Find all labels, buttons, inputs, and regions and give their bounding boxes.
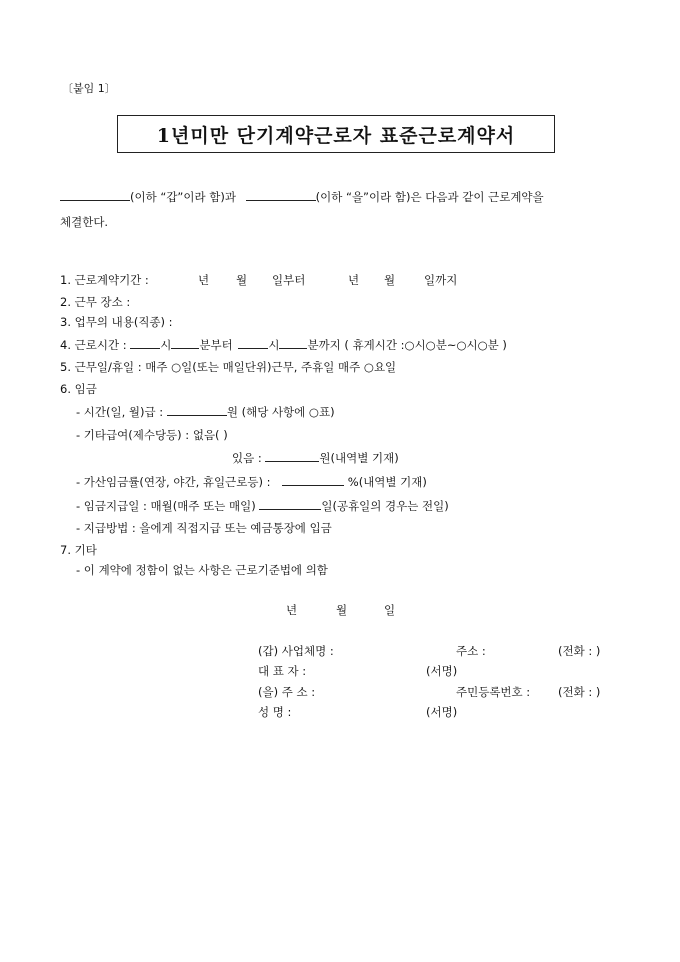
wage-other-none: - 기타급여(제수당등) : 없음( ) <box>76 428 228 442</box>
intro-part-a: (이하 “갑”이라 함)과 <box>130 190 236 204</box>
date-month: 월 <box>336 603 348 617</box>
start-hour-unit: 시 <box>160 338 172 352</box>
attachment-label: 〔붙임 1〕 <box>62 82 116 95</box>
intro-line-2: 체결한다. <box>60 215 109 229</box>
wage-other-note: 원(내역별 기재) <box>319 451 399 465</box>
start-minute-unit: 분부터 <box>199 338 233 352</box>
wage-pay-day-blank[interactable] <box>259 499 321 510</box>
wage-pay-day <box>76 498 449 514</box>
party-a-blank[interactable] <box>60 190 130 201</box>
document-title-box <box>117 115 555 153</box>
date-year: 년 <box>286 603 298 617</box>
wage-other-exists-label: 있음 : <box>232 451 262 465</box>
item-wages: 6. 임금 <box>60 382 97 396</box>
intro-part-b: (이하 “을”이라 함)은 다음과 같이 근로계약을 <box>315 190 544 204</box>
employer-phone-label: (전화 : ) <box>558 644 601 658</box>
employee-phone-label: (전화 : ) <box>558 685 601 699</box>
item-work-place: 2. 근무 장소 : <box>60 295 131 309</box>
wage-pay-day-note: 일(공휴일의 경우는 전일) <box>321 499 449 513</box>
employee-name-label: 성 명 : <box>258 705 292 719</box>
period-end-year: 년 <box>348 273 360 287</box>
end-hour-blank[interactable] <box>238 338 268 349</box>
item-workdays-holidays: 5. 근무일/휴일 : 매주 ○일(또는 매일단위)근무, 주휴일 매주 ○요일 <box>60 360 397 374</box>
employee-signature-label: (서명) <box>426 705 458 719</box>
wage-hourly <box>76 404 335 420</box>
document-title: 1년미만 단기계약근로자 표준근로계약서 <box>156 124 516 147</box>
wage-hourly-label: - 시간(일, 월)급 : <box>76 405 164 419</box>
employee-address-label: (을) 주 소 : <box>258 685 316 699</box>
employee-id-number-label: 주민등록번호 : <box>456 685 531 699</box>
item-1-label: 1. 근로계약기간 : <box>60 273 149 287</box>
item-4-label: 4. 근로시간 : <box>60 338 127 352</box>
employer-signature-label: (서명) <box>426 664 458 678</box>
wage-premium-blank[interactable] <box>282 475 344 486</box>
period-start-year: 년 <box>198 273 210 287</box>
intro-line-1 <box>60 189 544 205</box>
wage-premium-label: - 가산임금률(연장, 야간, 휴일근로등) : <box>76 475 271 489</box>
item-working-hours <box>60 337 507 353</box>
period-end-month: 월 <box>384 273 396 287</box>
party-b-blank[interactable] <box>246 190 316 201</box>
period-end-day: 일까지 <box>424 273 458 287</box>
wage-premium-rate <box>76 474 427 490</box>
period-start-day: 일부터 <box>272 273 306 287</box>
date-day: 일 <box>384 603 396 617</box>
wage-premium-note: %(내역별 기재) <box>347 475 427 489</box>
item-other: 7. 기타 <box>60 543 97 557</box>
item-contract-period <box>60 272 149 288</box>
employer-company-label: (갑) 사업체명 : <box>258 644 334 658</box>
end-minute-blank[interactable] <box>279 338 307 349</box>
wage-hourly-note: 원 (해당 사항에 ○표) <box>226 405 335 419</box>
start-minute-blank[interactable] <box>171 338 199 349</box>
period-start-month: 월 <box>236 273 248 287</box>
start-hour-blank[interactable] <box>130 338 160 349</box>
employer-representative-label: 대 표 자 : <box>258 664 307 678</box>
wage-pay-method: - 지급방법 : 을에게 직접지급 또는 예금통장에 입금 <box>76 521 332 535</box>
wage-other-blank[interactable] <box>265 451 319 462</box>
wage-other-exists <box>232 450 399 466</box>
wage-pay-day-label: - 임금지급일 : 매월(매주 또는 매일) <box>76 499 256 513</box>
end-minute-and-break: 분까지 ( 휴게시간 :○시○분~○시○분 ) <box>307 338 507 352</box>
item-job-description: 3. 업무의 내용(직종) : <box>60 315 173 329</box>
other-note: - 이 계약에 정함이 없는 사항은 근로기준법에 의함 <box>76 563 328 577</box>
end-hour-unit: 시 <box>268 338 280 352</box>
employer-address-label: 주소 : <box>456 644 486 658</box>
wage-hourly-blank[interactable] <box>167 405 227 416</box>
